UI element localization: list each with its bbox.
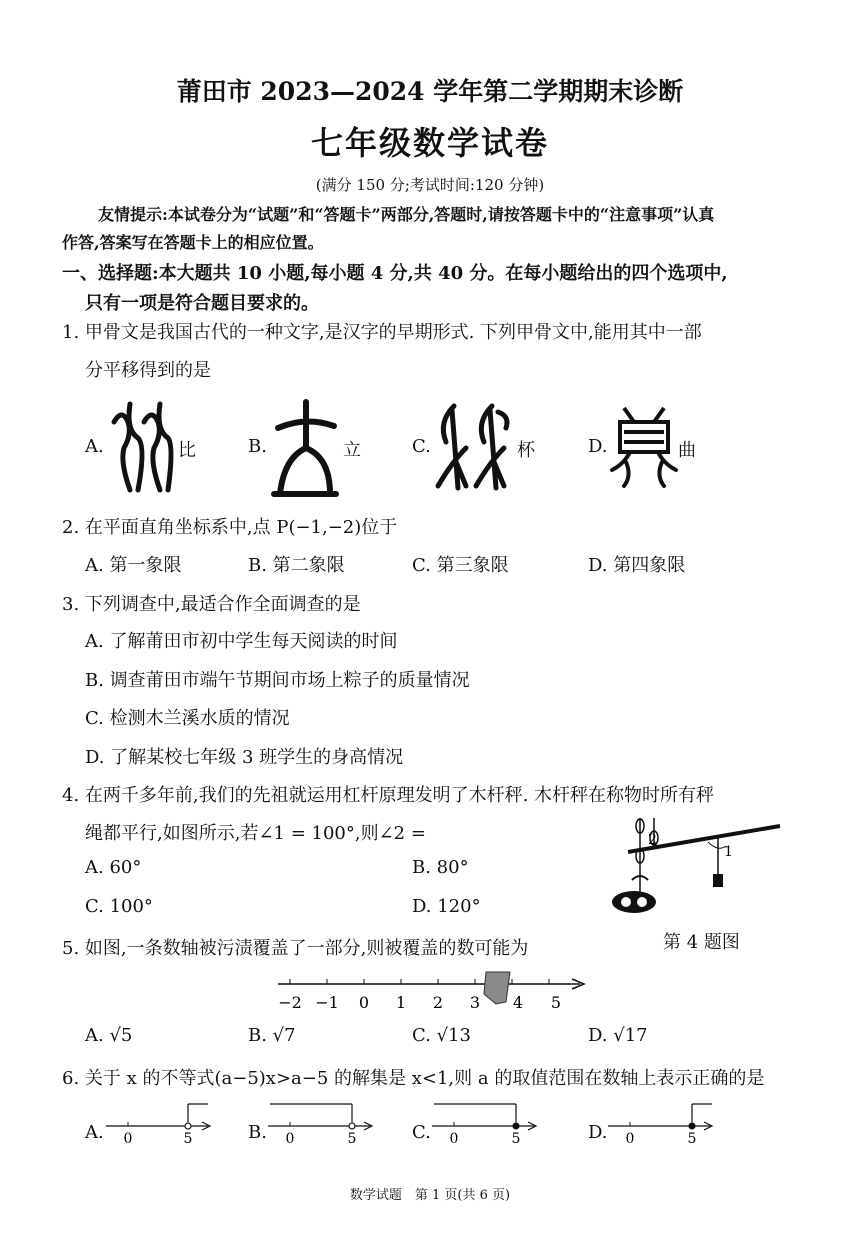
q5-tick-label: 1 [395, 993, 407, 1012]
q4-stem-line-1: 4. 在两千多年前,我们的先祖就运用杠杆原理发明了木杆秤. 木杆秤在称物时所有秤 [62, 785, 715, 806]
q1-stem-line-2: 分平移得到的是 [85, 360, 211, 381]
exam-subtitle: 七年级数学试卷 [310, 124, 549, 162]
q3-stem: 3. 下列调查中,最适合作全面调查的是 [62, 594, 361, 615]
q5-tick-label: 3 [469, 993, 481, 1012]
section1-heading-1: 一、选择题:本大题共 10 小题,每小题 4 分,共 40 分。在每小题给出的四个选项中, [62, 263, 728, 284]
q2-option-d: D. 第四象限 [588, 555, 686, 576]
steelyard-figure [600, 812, 785, 920]
tick-5-label: 5 [687, 1131, 697, 1146]
q4-stem-line-2: 绳都平行,如图所示,若∠1 = 100°,则∠2 = [85, 823, 426, 844]
exam-title: 莆田市 2023—2024 学年第二学期期末诊断 [176, 77, 684, 106]
oracle-bei-glyph [432, 402, 516, 492]
q5-tick-label: 2 [432, 993, 444, 1012]
q5-tick-label: 4 [512, 993, 524, 1012]
q2-option-a: A. 第一象限 [85, 555, 182, 576]
tick-5-label: 5 [511, 1131, 521, 1146]
q3-option-b: B. 调查莆田市端午节期间市场上粽子的质量情况 [85, 670, 470, 691]
q1-option-b-letter: B. [248, 436, 267, 457]
q5-option-a: A. √5 [85, 1025, 133, 1046]
q6-option-b-letter: B. [248, 1122, 267, 1143]
q1-option-d-letter: D. [588, 436, 608, 457]
q4-option-d: D. 120° [412, 896, 481, 917]
q1-stem-line-1: 1. 甲骨文是我国古代的一种文字,是汉字的早期形式. 下列甲骨文中,能用其中一部 [62, 322, 702, 343]
oracle-bi-glyph [108, 400, 178, 495]
q6-stem: 6. 关于 x 的不等式(a−5)x>a−5 的解集是 x<1,则 a 的取值范围在数轴上表示正确的是 [62, 1068, 765, 1089]
q5-tick-label: −2 [278, 993, 302, 1012]
q4-option-b: B. 80° [412, 857, 469, 878]
tip-line-2: 作答,答案写在答题卡上的相应位置。 [62, 233, 324, 252]
q2-option-c: C. 第三象限 [412, 555, 509, 576]
tick-0-label: 0 [449, 1131, 459, 1146]
q3-option-d: D. 了解某校七年级 3 班学生的身高情况 [85, 747, 404, 768]
q1-option-a-letter: A. [85, 436, 104, 457]
q6-option-d-number-line [606, 1100, 718, 1146]
q5-option-c: C. √13 [412, 1025, 471, 1046]
q5-number-line [272, 968, 592, 1018]
angle-1-label: 1 [724, 844, 733, 860]
q3-option-c: C. 检测木兰溪水质的情况 [85, 708, 290, 729]
oracle-qu-glyph [606, 402, 682, 492]
q5-tick-label: 5 [550, 993, 562, 1012]
q6-option-b-number-line [266, 1100, 378, 1146]
tick-5-label: 5 [183, 1131, 193, 1146]
exam-meta: (满分 150 分;考试时间:120 分钟) [315, 176, 545, 194]
q3-option-a: A. 了解莆田市初中学生每天阅读的时间 [85, 631, 398, 652]
q1-option-b-char: 立 [343, 440, 361, 461]
q6-option-a-letter: A. [85, 1122, 104, 1143]
q6-option-a-number-line [104, 1100, 216, 1146]
tick-0-label: 0 [625, 1131, 635, 1146]
q5-tick-label: −1 [315, 993, 339, 1012]
oracle-li-glyph [268, 398, 344, 498]
q6-option-c-letter: C. [412, 1122, 431, 1143]
angle-2-label: 2 [648, 832, 657, 848]
q6-option-d-letter: D. [588, 1122, 608, 1143]
q5-option-b: B. √7 [248, 1025, 296, 1046]
ink-stain [484, 972, 510, 1004]
tip-line-1: 友情提示:本试卷分为“试题”和“答题卡”两部分,答题时,请按答题卡中的“注意事项”认真 [98, 205, 715, 224]
q4-figure-caption: 第 4 题图 [663, 932, 740, 953]
q4-option-c: C. 100° [85, 896, 153, 917]
q5-tick-label: 0 [358, 993, 370, 1012]
q1-option-a-char: 比 [178, 440, 196, 461]
q1-option-d-char: 曲 [678, 440, 696, 461]
section1-heading-2: 只有一项是符合题目要求的。 [85, 293, 319, 314]
q2-stem: 2. 在平面直角坐标系中,点 P(−1,−2)位于 [62, 517, 398, 538]
q6-option-c-number-line [430, 1100, 542, 1146]
q1-option-c-letter: C. [412, 436, 431, 457]
tick-0-label: 0 [285, 1131, 295, 1146]
q5-stem: 5. 如图,一条数轴被污渍覆盖了一部分,则被覆盖的数可能为 [62, 938, 529, 959]
q1-option-c-char: 杯 [517, 440, 535, 461]
tick-5-label: 5 [347, 1131, 357, 1146]
q2-option-b: B. 第二象限 [248, 555, 345, 576]
q5-option-d: D. √17 [588, 1025, 648, 1046]
q4-option-a: A. 60° [85, 857, 142, 878]
page-footer: 数学试题 第 1 页(共 6 页) [349, 1188, 511, 1203]
tick-0-label: 0 [123, 1131, 133, 1146]
